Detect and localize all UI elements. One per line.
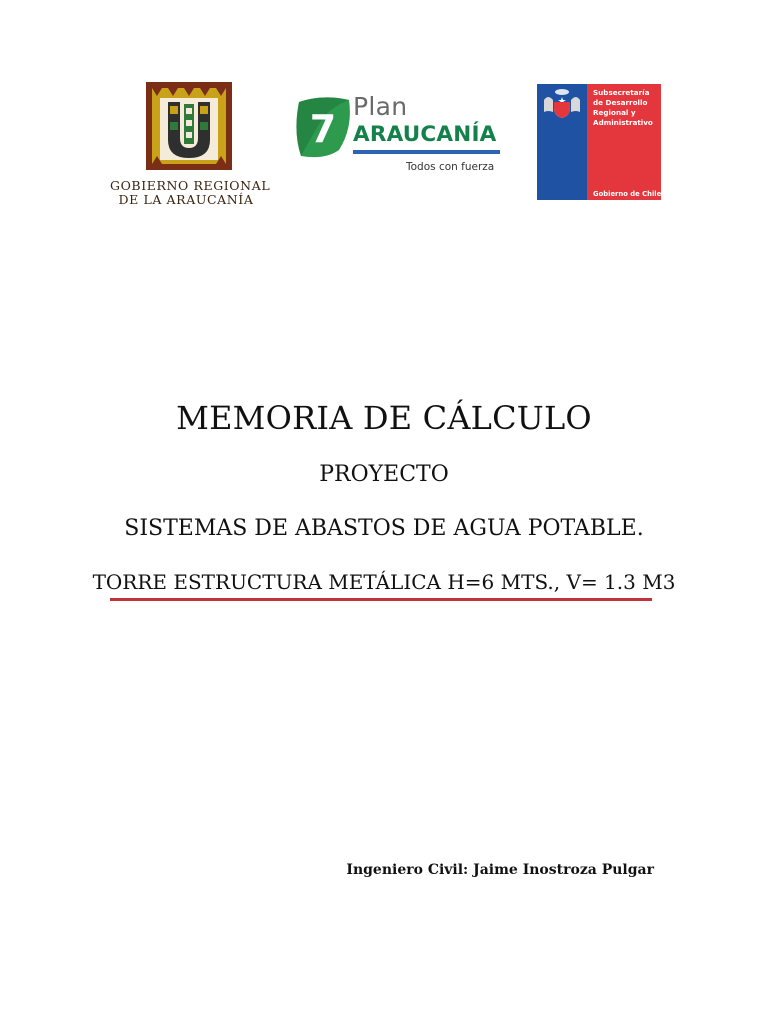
chile-coat-of-arms-icon: [540, 86, 584, 120]
regional-caption-line1: GOBIERNO REGIONAL: [110, 178, 271, 193]
gobierno-footer: Gobierno de Chile: [593, 190, 662, 198]
subsecretaria-line1: Subsecretaría: [593, 88, 650, 97]
subsecretaria-name: [593, 88, 653, 128]
regional-caption-line2: DE LA ARAUCANÍA: [118, 192, 254, 207]
plan-number: 7: [309, 107, 337, 151]
plan-underline: [353, 150, 500, 154]
plan-name: ARAUCANÍA: [353, 122, 497, 147]
gobierno-regional-logo: [110, 82, 271, 207]
gobierno-de-chile-logo: [537, 84, 661, 200]
system-heading: SISTEMAS DE ABASTOS DE AGUA POTABLE.: [124, 516, 644, 541]
plan-word: Plan: [353, 92, 408, 121]
subsecretaria-line2: de Desarrollo: [593, 98, 648, 107]
subsecretaria-line4: Administrativo: [593, 118, 653, 127]
green-leaf-icon: [293, 94, 353, 160]
regional-emblem-icon: [146, 82, 232, 170]
subsecretaria-line3: Regional y: [593, 108, 636, 117]
engineer-credit: Ingeniero Civil: Jaime Inostroza Pulgar: [346, 862, 654, 878]
structure-spec: TORRE ESTRUCTURA METÁLICA H=6 MTS., V= 1.3 M3: [92, 570, 676, 594]
plan-araucania-logo: [293, 90, 503, 180]
red-divider: [110, 598, 652, 601]
document-title: MEMORIA DE CÁLCULO: [176, 399, 592, 437]
project-label: PROYECTO: [319, 462, 449, 487]
plan-slogan: Todos con fuerza: [406, 161, 495, 173]
